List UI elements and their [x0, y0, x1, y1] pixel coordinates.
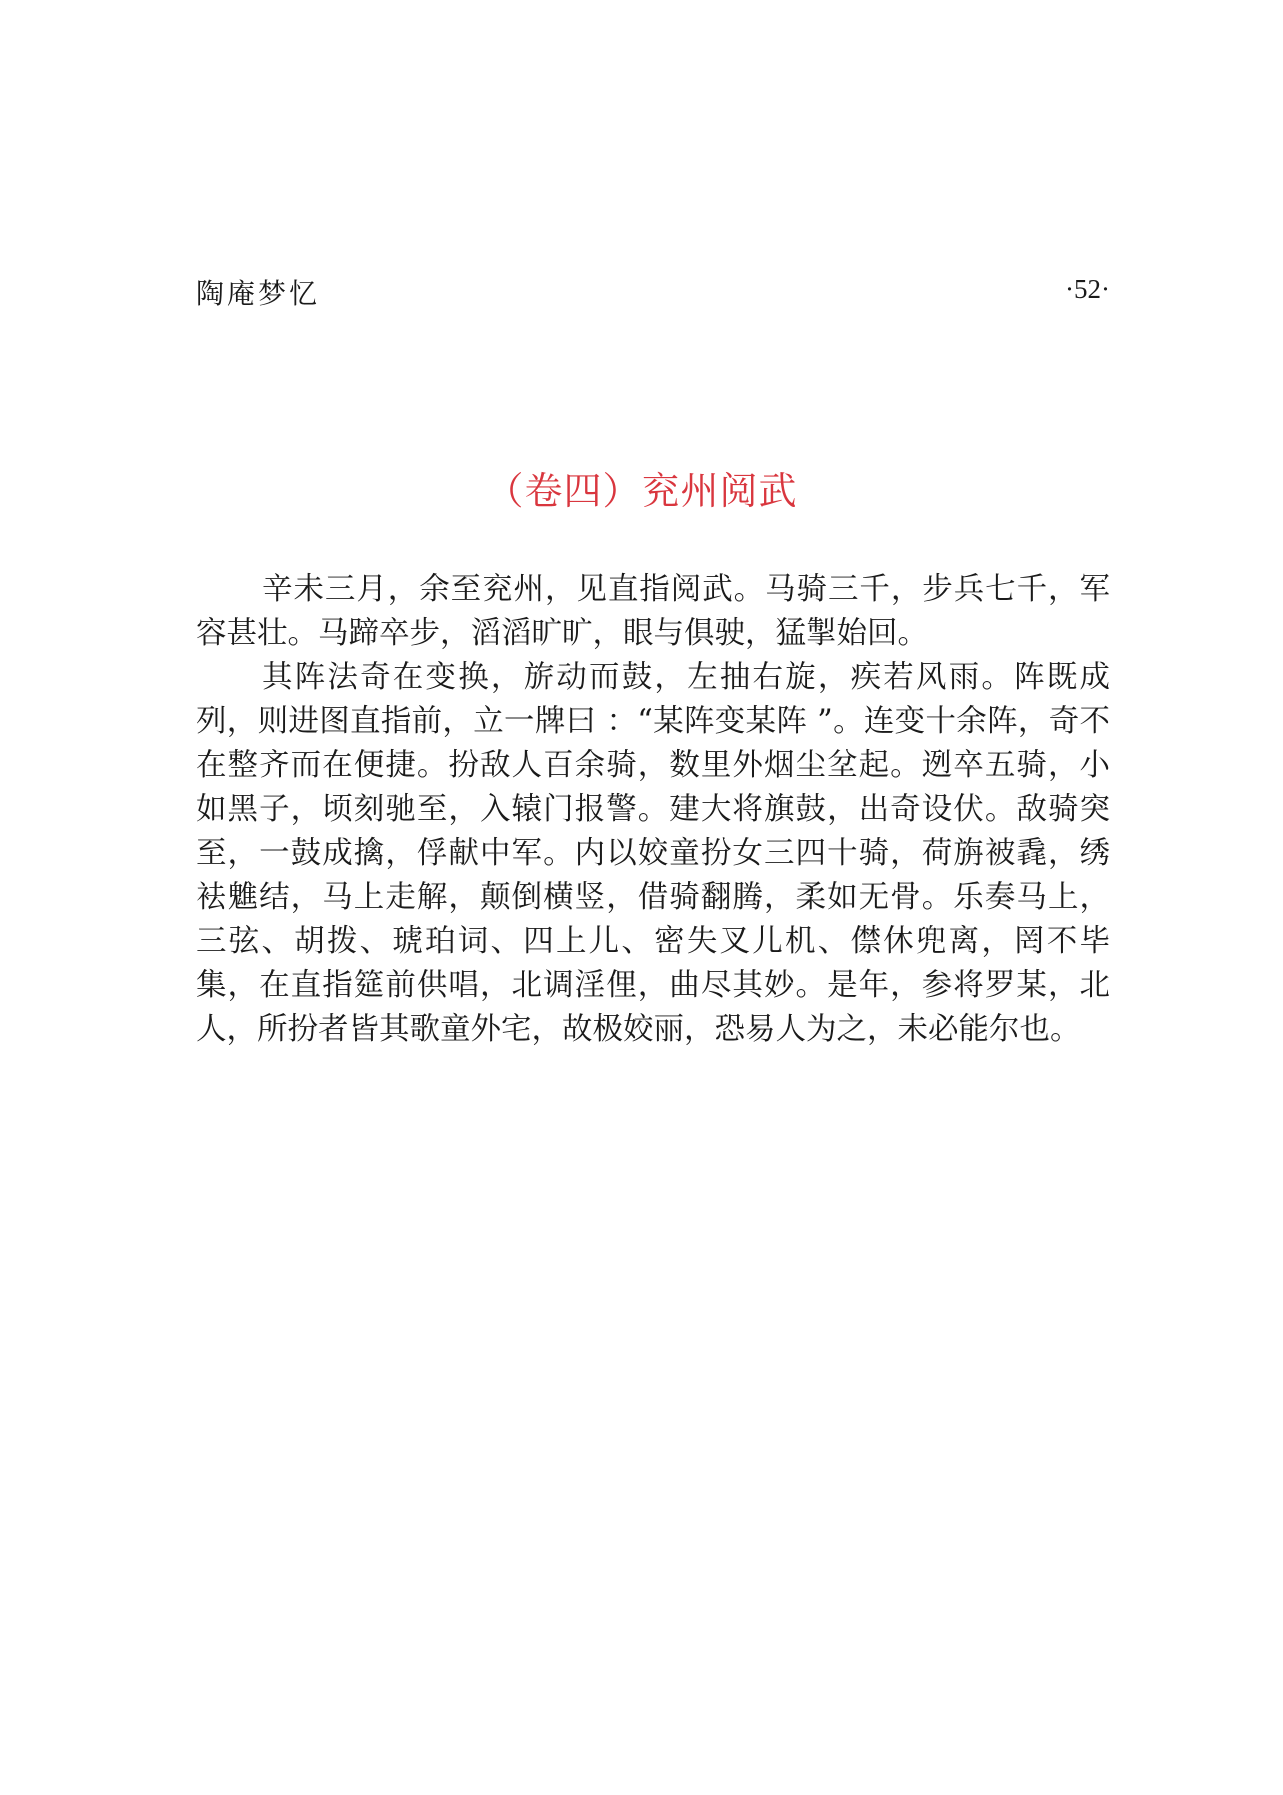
running-header: [196, 272, 1110, 312]
paragraph: 其阵法奇在变换，旂动而鼓，左抽右旋，疾若风雨。阵既成列，则进图直指前，立一牌曰 ：“某阵变某阵 ”。连变十余阵，奇不在整齐而在便捷。扮敌人百余骑，数里外烟尘坌起。迾卒五骑，小如黑子，顷刻驰至，入辕门报警。建大将旗鼓，出奇设伏。敌骑突至，一鼓成擒，俘献中军。内以姣童扮女三四十骑，荷旃被毳，绣袪魋结，马上走解，颠倒横竖，借骑翻腾，柔如无骨。乐奏马上，三弦、胡拨、琥珀词、四上儿、密失叉儿机、僸休兜离，罔不毕集，在直指筵前供唱，北调淫俚，曲尽其妙。是年，参将罗某，北人，所扮者皆其歌童外宅，故极姣丽，恐易人为之，未必能尔也。: [196, 660, 1110, 1047]
page-number: ·52·: [1065, 274, 1110, 304]
paragraph: 辛未三月，余至兖州，见直指阅武。马骑三千，步兵七千，军容甚壮。马蹄卒步，滔滔旷旷，眼与俱驶，猛掣始回。: [196, 572, 1110, 651]
body-text: [196, 568, 1110, 1052]
chapter-title: （卷四）兖州阅武: [485, 469, 798, 513]
book-title: 陶庵梦忆: [196, 277, 321, 310]
